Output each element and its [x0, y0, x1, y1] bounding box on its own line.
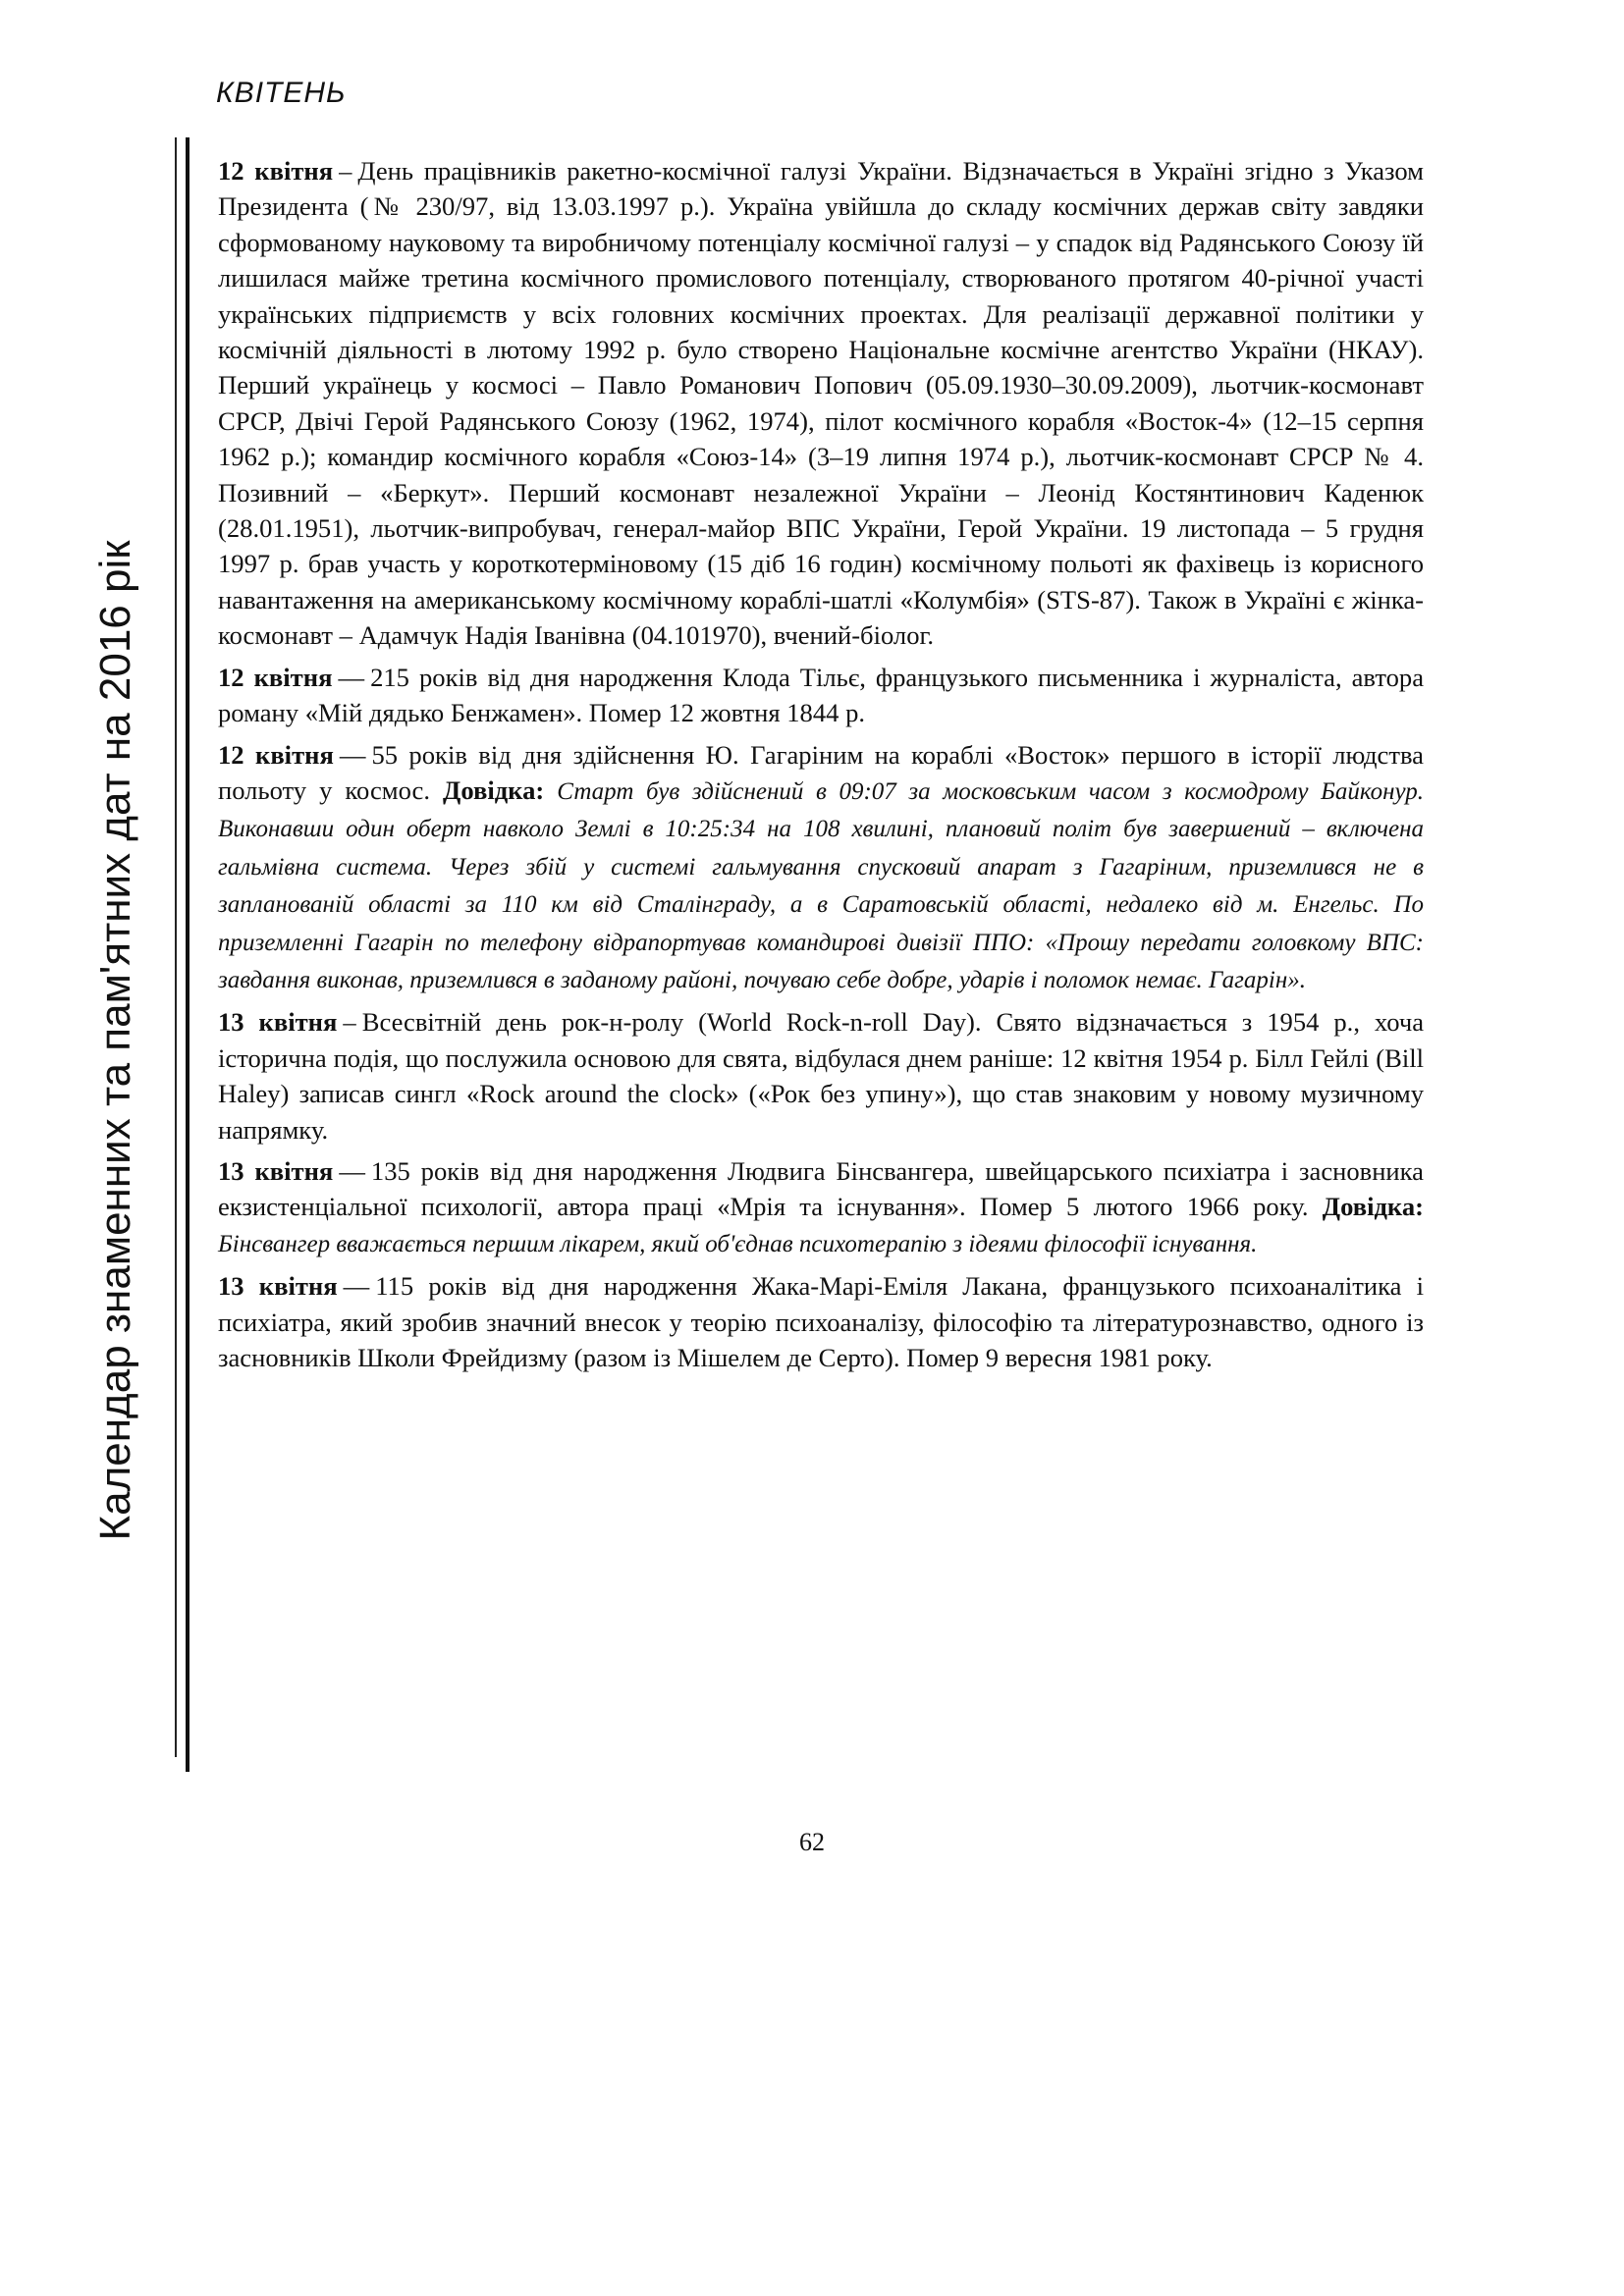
entry-note: Бінсвангер вважається першим лікарем, який об'єднав психотерапію з ідеями філософії існування. [218, 1230, 1258, 1257]
margin-rule-thin [175, 137, 177, 1757]
entry-dash: — [338, 662, 365, 692]
entry-date: 13 квітня [218, 1271, 338, 1302]
entry-note: Старт був здійснений в 09:07 за московським часом з космодрому Байконур. Виконавши один оберт навколо Землі в 10:25:34 на 108 хвилині, плановий політ був завершений – включена гальмівна система. Через збій у системі гальмування спусковий апарат з Гагаріним, приземлився не в запланованій області за 110 км від Сталінграду, а в Саратовській області, недалеко від м. Енгельс. По приземленні Гагарін по телефону відрапортував командирові дивізії ППО: «Прошу передати головкому ВПС: завдання виконав, приземлився в заданому районі, почуваю себе добре, ударів і поломок немає. Гагарін». [218, 777, 1424, 993]
entry-note-label: Довідка: [1322, 1192, 1424, 1222]
entry-date: 13 квітня [218, 1155, 334, 1186]
entry-text: Всесвітній день рок-н-ролу (World Rock-n-roll Day). Свято відзначається з 1954 р., хоча історична подія, що послужила основою для свята, відбулася днем раніше: 12 квітня 1954 р. Білл Гейлі (Bill Haley) записав сингл «Rock around the clock» («Рок без упину»), що став знаковим у новому музичному напрямку. [218, 1007, 1424, 1145]
calendar-entry [218, 153, 1424, 654]
section-title: КВІТЕНЬ [216, 77, 347, 109]
entry-dash: – [343, 1007, 356, 1038]
calendar-entries [218, 153, 1424, 1381]
entry-dash: — [339, 739, 366, 770]
entry-dash: – [339, 156, 352, 186]
entry-note-label: Довідка: [443, 774, 545, 805]
page-number: 62 [799, 1828, 825, 1856]
calendar-entry [218, 1153, 1424, 1262]
calendar-entry [218, 660, 1424, 731]
entry-text: 135 років від дня народження Людвига Бінсвангера, швейцарського психіатра і засновника екзистенціальної психології, автора праці «Мрія та існування». Помер 5 лютого 1966 року. [218, 1155, 1424, 1222]
calendar-entry [218, 1004, 1424, 1148]
entry-text: 115 років від дня народження Жака-Марі-Еміля Лакана, французького психоаналітика і психіатра, який зробив значний внесок у теорію психоаналізу, філософію та літературознавство, одного із засновників Школи Фрейдизму (разом із Мішелем де Серто). Помер 9 вересня 1981 року. [218, 1271, 1424, 1372]
entry-dash: — [343, 1271, 370, 1302]
entry-date: 12 квітня [218, 156, 334, 186]
entry-text: День працівників ракетно-космічної галузі України. Відзначається в Україні згідно з Указом Президента (№ 230/97, від 13.03.1997 р.). Україна увійшла до складу космічних держав світу завдяки сформованому науковому та виробничому потенціалу космічної галузі – у спадок від Радянського Союзу їй лишилася майже третина космічного промислового потенціалу, створюваного протягом 40-річної участі українських підприємств у всіх головних космічних проектах. Для реалізації державної політики у космічній діяльності в лютому 1992 р. було створено Національне космічне агентство України (НКАУ). Перший українець у космосі – Павло Романович Попович (05.09.1930–30.09.2009), льотчик-космонавт СРСР, Двічі Герой Радянського Союзу (1962, 1974), пілот космічного корабля «Восток-4» (12–15 серпня 1962 р.); командир космічного корабля «Союз-14» (3–19 липня 1974 р.), льотчик-космонавт СРСР № 4. Позивний – «Беркут». Перший космонавт незалежної України – Леонід Костянтинович Каденюк (28.01.1951), льотчик-випробувач, генерал-майор ВПС України, Герой України. 19 листопада – 5 грудня 1997 р. брав участь у короткотерміновому (15 діб 16 годин) космічному польоті як фахівець із корисного навантаження на американському космічному кораблі-шатлі «Колумбія» (STS-87). Також в Україні є жінка-космонавт – Адамчук Надія Іванівна (04.101970), вчений-біолог. [218, 156, 1424, 651]
entry-dash: — [339, 1155, 365, 1186]
entry-date: 12 квітня [218, 662, 333, 692]
entry-date: 13 квітня [218, 1007, 338, 1038]
margin-rule-thick [186, 137, 189, 1772]
calendar-entry [218, 1268, 1424, 1375]
calendar-side-title: Календар знаменних та пам'ятних дат на 2016 рік [91, 540, 139, 1541]
entry-date: 12 квітня [218, 739, 334, 770]
calendar-entry [218, 737, 1424, 999]
entry-text: 55 років від дня здійснення Ю. Гагаріним на кораблі «Восток» першого в історії людства польоту у космос. [218, 739, 1424, 805]
entry-text: 215 років від дня народження Клода Тільє, французького письменника і журналіста, автора роману «Мій дядько Бенжамен». Помер 12 жовтня 1844 р. [218, 662, 1424, 728]
